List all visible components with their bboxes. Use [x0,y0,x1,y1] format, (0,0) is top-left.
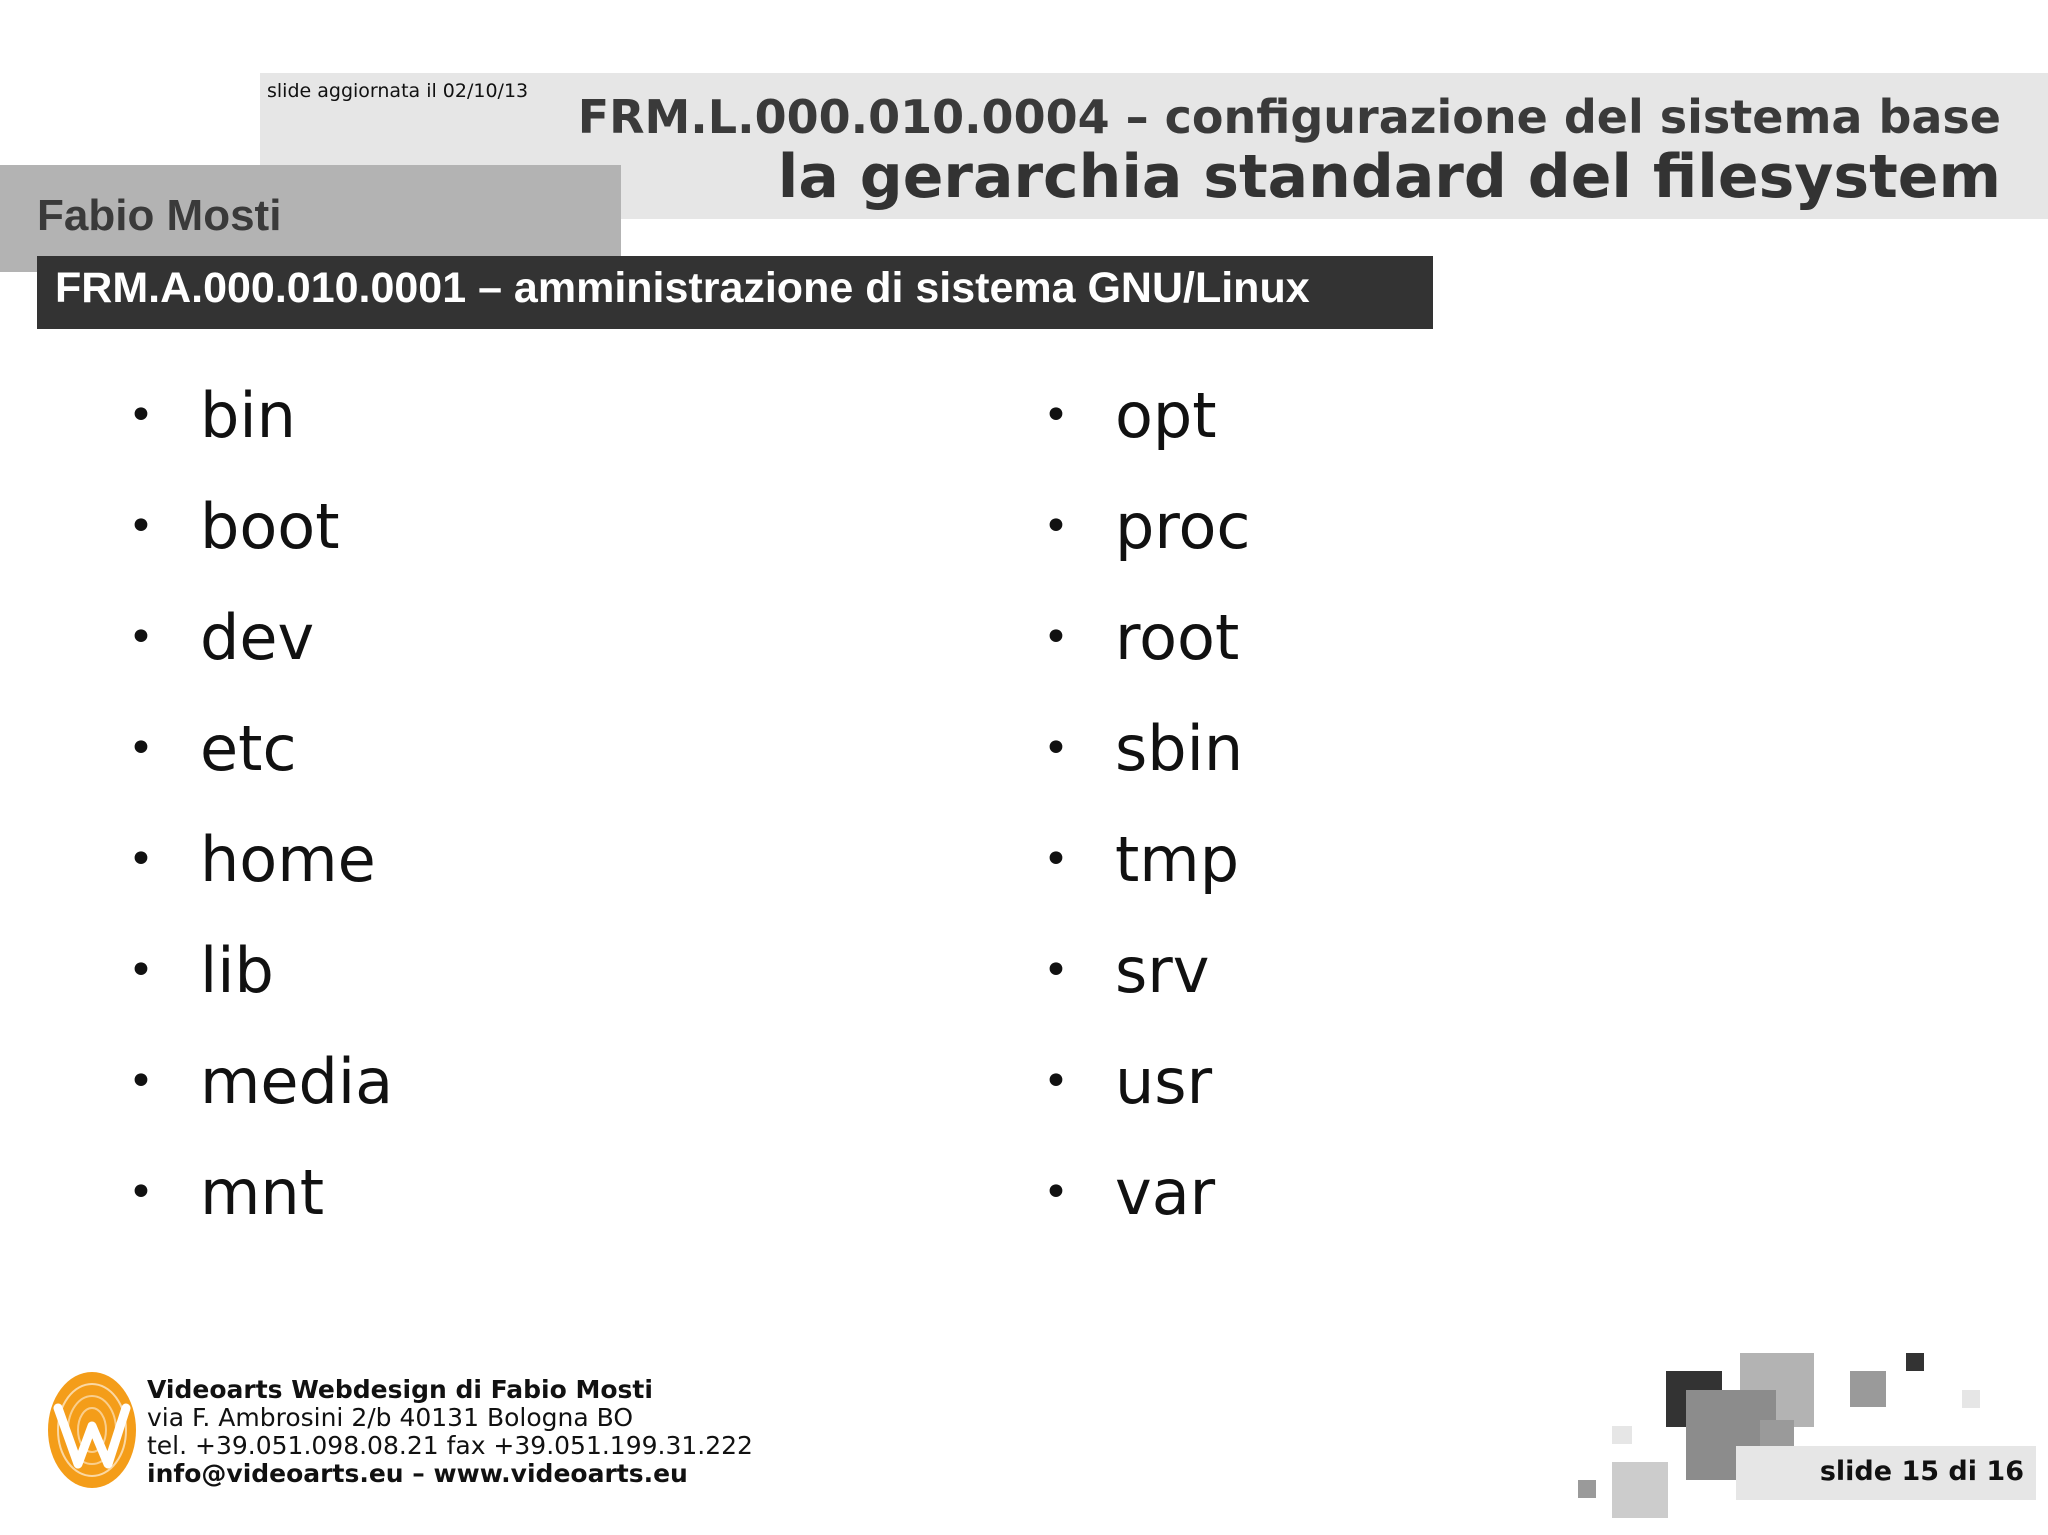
footer-contact-block [147,1376,753,1488]
bullet-icon: • [1043,834,1069,885]
list-item [128,1026,393,1137]
list-item-label: lib [200,934,274,1007]
author-name: Fabio Mosti [37,191,282,240]
bullet-icon: • [128,501,154,552]
list-item [1043,582,1251,693]
bullet-icon: • [128,1167,154,1218]
bullet-list-right [1043,360,1251,1248]
list-item-label: home [200,823,376,896]
list-item [1043,360,1251,471]
updated-note: slide aggiornata il 02/10/13 [267,80,529,102]
bullet-icon: • [128,945,154,996]
list-item [128,804,393,915]
bullet-icon: • [128,612,154,663]
list-item-label: root [1115,601,1240,674]
decor-square [1612,1462,1668,1518]
list-item [128,915,393,1026]
bullet-icon: • [1043,1167,1069,1218]
list-item [1043,915,1251,1026]
slide-number: slide 15 di 16 [1819,1456,2024,1487]
footer-web-contact: info@videoarts.eu – www.videoarts.eu [147,1459,688,1488]
list-item [128,360,393,471]
course-code: FRM.L.000.010.0004 – configurazione del sistema base [577,90,2001,144]
bullet-icon: • [128,723,154,774]
footer-address: via F. Ambrosini 2/b 40131 Bologna BO [147,1403,633,1432]
list-item [1043,804,1251,915]
list-item [128,1137,393,1248]
bullet-icon: • [128,390,154,441]
bullet-icon: • [1043,945,1069,996]
bullet-icon: • [1043,723,1069,774]
list-item-label: boot [200,490,340,563]
footer-company: Videoarts Webdesign di Fabio Mosti [147,1375,653,1404]
decor-square [1906,1353,1924,1371]
bullet-icon: • [1043,1056,1069,1107]
list-item-label: proc [1115,490,1251,563]
decor-square [1962,1390,1980,1408]
list-item [128,582,393,693]
list-item-label: opt [1115,379,1217,452]
bullet-icon: • [128,834,154,885]
decor-square [1578,1480,1596,1498]
list-item-label: srv [1115,934,1210,1007]
bullet-icon: • [1043,390,1069,441]
list-item [1043,471,1251,582]
list-item-label: sbin [1115,712,1244,785]
list-item [128,693,393,804]
footer-phone: tel. +39.051.098.08.21 fax +39.051.199.31.222 [147,1431,753,1460]
module-title: FRM.A.000.010.0001 – amministrazione di sistema GNU/Linux [55,264,1310,312]
list-item-label: dev [200,601,315,674]
list-item-label: usr [1115,1045,1213,1118]
decor-square [1612,1426,1632,1444]
decor-square [1850,1371,1886,1407]
list-item [1043,1137,1251,1248]
list-item [1043,693,1251,804]
bullet-icon: • [128,1056,154,1107]
list-item-label: bin [200,379,296,452]
list-item-label: media [200,1045,394,1118]
list-item [128,471,393,582]
slide-title: la gerarchia standard del filesystem [777,142,2001,212]
list-item-label: mnt [200,1156,324,1229]
bullet-icon: • [1043,612,1069,663]
videoarts-logo-icon [44,1368,140,1492]
list-item [1043,1026,1251,1137]
list-item-label: var [1115,1156,1216,1229]
list-item-label: etc [200,712,297,785]
bullet-list-left [128,360,393,1248]
bullet-icon: • [1043,501,1069,552]
list-item-label: tmp [1115,823,1240,896]
